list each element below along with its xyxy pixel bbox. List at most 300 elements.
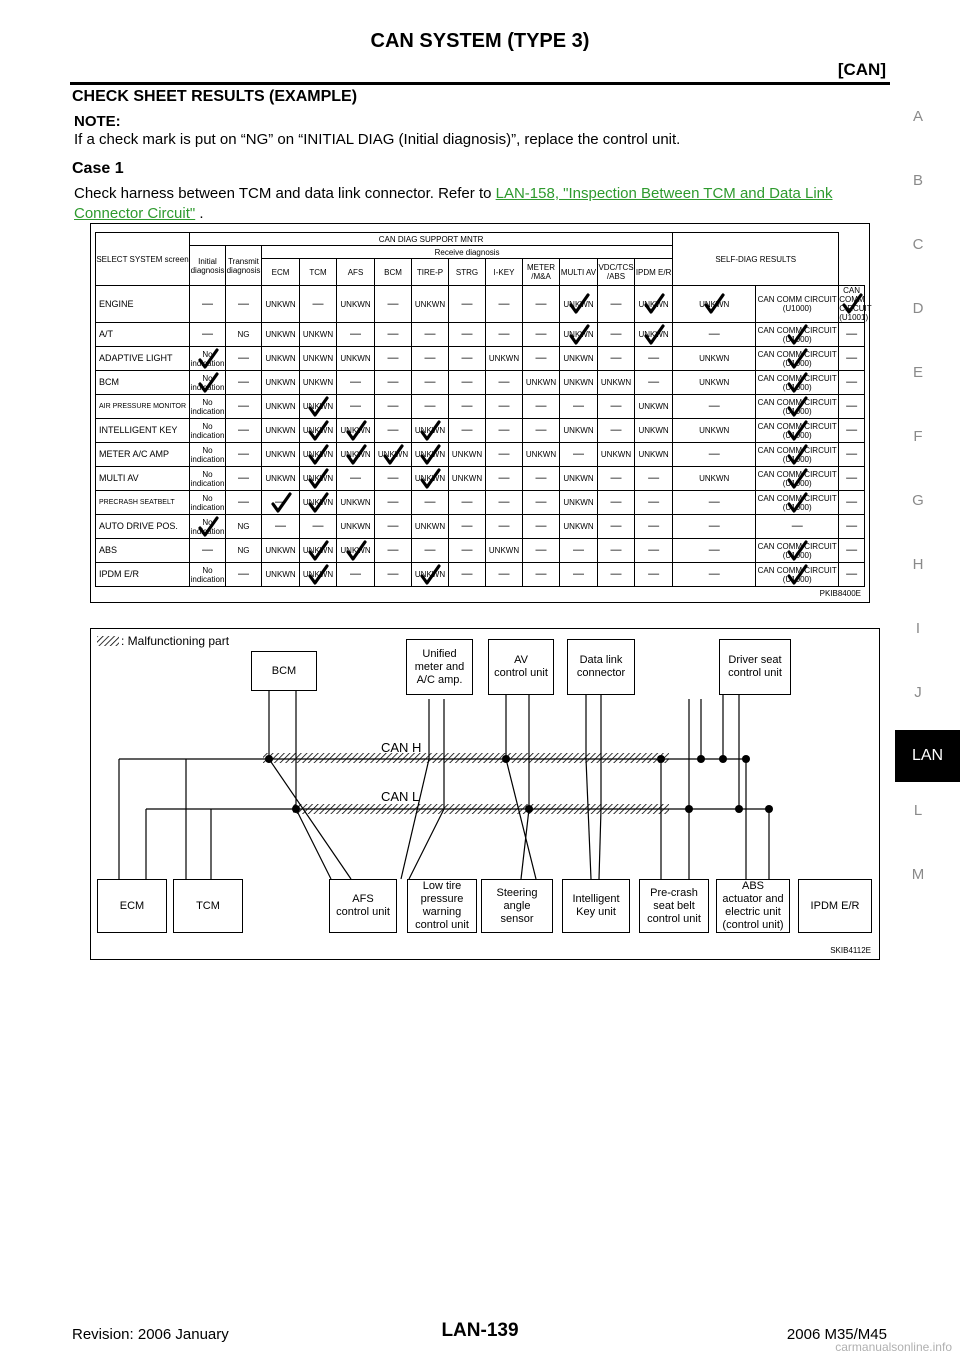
- system-name: INTELLIGENT KEY: [96, 419, 190, 443]
- check-end: .: [195, 205, 204, 222]
- table-cell: [560, 467, 598, 491]
- cell-value: UNKWN: [265, 299, 296, 309]
- system-name: A/T: [96, 323, 190, 347]
- table-cell: [839, 467, 865, 491]
- cell-value: —: [846, 400, 858, 412]
- control-unit-block: [562, 879, 630, 933]
- table-cell: [486, 539, 523, 563]
- table-cell: [756, 286, 839, 323]
- junction-dot: [742, 755, 750, 763]
- cell-value: UNKWN: [699, 299, 730, 309]
- wire: [506, 759, 536, 879]
- footer-model: 2006 M35/M45: [786, 1326, 887, 1343]
- wire: [401, 759, 429, 879]
- case-title: Case 1: [72, 160, 124, 177]
- table-cell: [486, 419, 523, 443]
- table-cell: [598, 286, 635, 323]
- diagram-figure-code: SKIB4112E: [830, 946, 871, 955]
- table-cell: [523, 286, 560, 323]
- header-rule: [70, 82, 890, 85]
- cell-value: —: [846, 568, 858, 580]
- cell-value: CAN COMM CIRCUIT (U1000): [757, 397, 837, 416]
- table-cell: [412, 491, 449, 515]
- cell-value: —: [498, 400, 510, 412]
- table-cell: [190, 323, 226, 347]
- table-cell: [560, 419, 598, 443]
- cell-value: —: [498, 520, 510, 532]
- unit-label: BCM: [271, 664, 297, 677]
- cell-value: —: [387, 352, 399, 364]
- cell-value: —: [708, 568, 720, 580]
- table-cell: [560, 443, 598, 467]
- wire: [269, 759, 351, 879]
- selfdiag-header: SELF-DIAG RESULTS: [673, 233, 839, 286]
- table-cell: [449, 323, 486, 347]
- side-tab-m[interactable]: M: [911, 866, 925, 883]
- table-cell: [560, 515, 598, 539]
- table-cell: [337, 371, 375, 395]
- check-mark-icon: [703, 293, 725, 315]
- table-cell: [375, 371, 412, 395]
- table-cell: [226, 443, 262, 467]
- cell-value: UNKWN: [302, 450, 334, 459]
- unit-label: Data link connector: [576, 654, 626, 679]
- section-heading: CHECK SHEET RESULTS (EXAMPLE): [72, 88, 358, 105]
- system-name: AUTO DRIVE POS.: [96, 515, 190, 539]
- table-cell: [449, 419, 486, 443]
- reference-link[interactable]: LAN-158, "Inspection Between TCM and Data Link Connector Circuit": [74, 185, 833, 222]
- cell-value: —: [424, 352, 436, 364]
- table-cell: [449, 443, 486, 467]
- side-tab-g[interactable]: G: [912, 492, 924, 509]
- control-unit-block: [97, 879, 167, 933]
- cell-value: —: [424, 328, 436, 340]
- table-cell: [337, 491, 375, 515]
- table-cell: [673, 371, 756, 395]
- table-cell: [190, 563, 226, 587]
- cell-value: —: [461, 568, 473, 580]
- cell-value: No indication: [190, 445, 225, 464]
- table-cell: [486, 443, 523, 467]
- cell-value: UNKWN: [265, 570, 296, 579]
- table-cell: [673, 467, 756, 491]
- cell-value: —: [387, 376, 399, 388]
- table-cell: [756, 563, 839, 587]
- table-cell: [190, 347, 226, 371]
- table-cell: [190, 395, 226, 419]
- cell-value: UNKWN: [451, 474, 483, 483]
- check-mark-icon: [345, 540, 367, 562]
- table-cell: [598, 563, 635, 587]
- table-cell: [337, 443, 375, 467]
- table-cell: [190, 419, 226, 443]
- table-cell: [337, 347, 375, 371]
- cell-value: CAN COMM CIRCUIT (U1000): [757, 421, 837, 440]
- table-cell: [598, 491, 635, 515]
- cell-value: —: [708, 400, 720, 412]
- cell-value: —: [275, 496, 286, 508]
- system-name: AIR PRESSURE MONITOR: [96, 395, 190, 419]
- cell-value: —: [424, 544, 436, 556]
- table-cell: [412, 323, 449, 347]
- transmit-diag-header: Transmit diagnosis: [226, 246, 262, 286]
- footer-revision: Revision: 2006 January: [72, 1326, 229, 1343]
- receive-col-header: ECM: [262, 259, 300, 286]
- table-cell: [635, 323, 673, 347]
- system-name: ABS: [96, 539, 190, 563]
- table-cell: [598, 419, 635, 443]
- junction-dot: [657, 755, 665, 763]
- cell-value: —: [238, 376, 249, 388]
- cell-value: UNKWN: [563, 354, 594, 363]
- cell-value: —: [424, 376, 436, 388]
- cell-value: —: [846, 496, 858, 508]
- junction-dot: [265, 755, 273, 763]
- table-cell: [635, 563, 673, 587]
- cell-value: No indication: [190, 469, 225, 488]
- cell-value: —: [708, 496, 720, 508]
- junction-dot: [502, 755, 510, 763]
- table-cell: [300, 539, 337, 563]
- cell-value: —: [708, 520, 720, 532]
- table-cell: [375, 491, 412, 515]
- check-mark-icon: [786, 372, 808, 394]
- table-cell: [635, 395, 673, 419]
- table-row: [96, 491, 865, 515]
- system-name: ADAPTIVE LIGHT: [96, 347, 190, 371]
- receive-col-header: METER /M&A: [523, 259, 560, 286]
- check-mark-icon: [307, 444, 329, 466]
- cell-value: —: [350, 472, 361, 484]
- side-tab-lan-label: LAN: [911, 747, 944, 764]
- table-cell: [839, 395, 865, 419]
- cell-value: CAN COMM CIRCUIT (U1000): [757, 493, 837, 512]
- cell-value: —: [498, 424, 510, 436]
- cell-value: —: [610, 496, 622, 508]
- cell-value: UNKWN: [302, 402, 334, 411]
- table-cell: [560, 323, 598, 347]
- table-cell: [412, 286, 449, 323]
- table-cell: [673, 419, 756, 443]
- table-cell: [635, 443, 673, 467]
- cell-value: —: [610, 544, 622, 556]
- table-cell: [300, 419, 337, 443]
- can-diagram-figure: [90, 628, 880, 960]
- table-cell: [839, 443, 865, 467]
- page-header-title: CAN SYSTEM (TYPE 3): [370, 30, 590, 52]
- cell-value: —: [573, 400, 584, 412]
- table-cell: [673, 443, 756, 467]
- cell-value: —: [708, 448, 720, 460]
- receive-col-header: AFS: [337, 259, 375, 286]
- table-cell: [560, 563, 598, 587]
- cell-value: —: [498, 376, 510, 388]
- table-cell: [756, 419, 839, 443]
- table-cell: [598, 347, 635, 371]
- cell-value: CAN COMM CIRCUIT (U1000): [757, 469, 837, 488]
- cell-value: No indication: [190, 493, 225, 512]
- cell-value: UNKWN: [414, 570, 446, 579]
- cell-value: —: [535, 568, 547, 580]
- cell-value: —: [387, 544, 399, 556]
- check-mark-icon: [568, 324, 590, 346]
- table-cell: [523, 371, 560, 395]
- cell-value: CAN COMM CIRCUIT (U1000): [757, 445, 837, 464]
- cell-value: —: [238, 352, 249, 364]
- table-cell: [262, 443, 300, 467]
- table-cell: [756, 491, 839, 515]
- cell-value: UNKWN: [699, 354, 730, 363]
- table-cell: [300, 286, 337, 323]
- check-mark-icon: [197, 372, 219, 394]
- table-row: [96, 395, 865, 419]
- cell-value: No indication: [190, 397, 225, 416]
- table-cell: [673, 539, 756, 563]
- cell-value: UNKWN: [340, 498, 371, 507]
- cell-value: UNKWN: [563, 522, 594, 531]
- table-cell: [523, 539, 560, 563]
- cell-value: —: [387, 568, 399, 580]
- check-mark-icon: [197, 348, 219, 370]
- check-mark-icon: [786, 420, 808, 442]
- cell-value: —: [535, 520, 547, 532]
- can-l-label: CAN L: [381, 789, 420, 804]
- table-cell: [486, 395, 523, 419]
- table-cell: [523, 419, 560, 443]
- table-cell: [226, 395, 262, 419]
- table-cell: [190, 371, 226, 395]
- table-cell: [523, 563, 560, 587]
- table-cell: [190, 443, 226, 467]
- system-name: ENGINE: [96, 286, 190, 323]
- table-cell: [756, 515, 839, 539]
- cell-value: —: [846, 448, 858, 460]
- check-mark-icon: [786, 324, 808, 346]
- cell-value: —: [610, 297, 622, 310]
- cell-value: UNKWN: [600, 378, 632, 387]
- cell-value: —: [535, 352, 547, 364]
- unit-label: TCM: [196, 899, 220, 912]
- control-unit-block: [481, 879, 553, 933]
- table-cell: [486, 515, 523, 539]
- cell-value: —: [238, 568, 249, 580]
- receive-col-header: VDC/TCS /ABS: [598, 259, 635, 286]
- cell-value: NG: [237, 522, 250, 531]
- cell-value: UNKWN: [340, 299, 371, 309]
- cell-value: —: [461, 400, 473, 412]
- cell-value: UNKWN: [302, 570, 334, 579]
- table-cell: [839, 286, 872, 323]
- initial-diag-header: Initial diagnosis: [190, 246, 226, 286]
- table-cell: [262, 347, 300, 371]
- table-cell: [635, 347, 673, 371]
- table-cell: [839, 419, 865, 443]
- check-mark-icon: [307, 468, 329, 490]
- junction-dot: [735, 805, 743, 813]
- cell-value: —: [791, 520, 803, 532]
- cell-value: CAN COMM CIRCUIT (U1000): [757, 541, 837, 560]
- cell-value: —: [387, 297, 399, 310]
- side-tab-lan[interactable]: [895, 730, 960, 782]
- cell-value: UNKWN: [563, 498, 594, 507]
- check-sheet-table: [95, 232, 872, 587]
- cell-value: —: [461, 297, 473, 310]
- side-tab-j[interactable]: J: [914, 684, 922, 701]
- cell-value: —: [238, 400, 249, 412]
- cell-value: —: [846, 544, 858, 556]
- table-cell: [375, 347, 412, 371]
- table-cell: [486, 371, 523, 395]
- table-cell: [839, 563, 865, 587]
- table-cell: [262, 539, 300, 563]
- select-system-header: SELECT SYSTEM screen: [96, 233, 190, 286]
- check-mark-icon: [786, 444, 808, 466]
- cell-value: —: [846, 328, 858, 340]
- cell-value: —: [461, 520, 473, 532]
- cell-value: UNKWN: [638, 402, 669, 411]
- cell-value: No indication: [190, 565, 225, 584]
- cell-value: —: [498, 328, 510, 340]
- junction-dot: [685, 805, 693, 813]
- table-cell: [523, 515, 560, 539]
- system-name: PRECRASH SEATBELT: [96, 491, 190, 515]
- table-cell: [375, 395, 412, 419]
- wire: [599, 809, 601, 879]
- cell-value: —: [648, 472, 660, 484]
- cell-value: NG: [237, 330, 250, 339]
- cell-value: CAN COMM CIRCUIT (U1001): [839, 286, 872, 322]
- side-tab-b[interactable]: B: [912, 172, 923, 189]
- cell-value: UNKWN: [563, 330, 594, 339]
- table-row: [96, 443, 865, 467]
- cell-value: UNKWN: [699, 378, 730, 387]
- table-cell: [412, 419, 449, 443]
- table-cell: [412, 563, 449, 587]
- table-cell: [262, 419, 300, 443]
- side-tab-d[interactable]: D: [912, 300, 924, 317]
- side-tab-a[interactable]: A: [912, 108, 923, 125]
- control-unit-block: [251, 651, 317, 691]
- side-tab-c[interactable]: C: [912, 236, 924, 253]
- table-row: [96, 286, 865, 323]
- cell-value: —: [708, 328, 720, 340]
- cell-value: CAN COMM CIRCUIT (U1000): [757, 325, 837, 344]
- wire: [586, 759, 591, 879]
- cell-value: —: [461, 544, 473, 556]
- watermark: carmanualsonline.info: [835, 1340, 952, 1354]
- can-h-label: CAN H: [381, 740, 422, 755]
- check-mark-icon: [345, 420, 367, 442]
- receive-col-header: TCM: [300, 259, 337, 286]
- hatch-legend-icon: [97, 636, 119, 646]
- cell-value: UNKWN: [414, 299, 446, 309]
- unit-label: Unified meter and A/C amp.: [414, 647, 465, 686]
- cell-value: UNKWN: [488, 546, 520, 555]
- table-cell: [375, 563, 412, 587]
- table-row: [96, 323, 865, 347]
- cell-value: —: [648, 568, 660, 580]
- table-cell: [449, 515, 486, 539]
- table-cell: [486, 347, 523, 371]
- side-tab-e[interactable]: E: [912, 364, 923, 381]
- cell-value: —: [461, 328, 473, 340]
- cell-value: —: [573, 544, 584, 556]
- table-cell: [190, 539, 226, 563]
- table-cell: [449, 395, 486, 419]
- table-cell: [375, 443, 412, 467]
- check-mark-icon: [419, 444, 441, 466]
- receive-col-header: BCM: [375, 259, 412, 286]
- table-cell: [598, 371, 635, 395]
- table-cell: [449, 347, 486, 371]
- cell-value: UNKWN: [265, 378, 296, 387]
- table-cell: [449, 467, 486, 491]
- check-mark-icon: [419, 420, 441, 442]
- table-cell: [226, 371, 262, 395]
- table-cell: [635, 286, 673, 323]
- table-cell: [412, 515, 449, 539]
- cell-value: UNKWN: [302, 426, 334, 435]
- cell-value: —: [202, 297, 213, 310]
- table-cell: [226, 467, 262, 491]
- cell-value: —: [387, 424, 399, 436]
- control-unit-block: [173, 879, 243, 933]
- cell-value: UNKWN: [600, 450, 632, 459]
- check-mark-icon: [419, 468, 441, 490]
- table-cell: [300, 323, 337, 347]
- table-cell: [300, 347, 337, 371]
- support-header: CAN DIAG SUPPORT MNTR: [190, 233, 673, 246]
- check-mark-icon: [307, 396, 329, 418]
- junction-dot: [719, 755, 727, 763]
- check-mark-icon: [841, 293, 863, 315]
- side-tab-l[interactable]: L: [913, 802, 923, 819]
- table-cell: [375, 419, 412, 443]
- cell-value: —: [350, 400, 361, 412]
- control-unit-block: [488, 639, 554, 695]
- table-cell: [375, 539, 412, 563]
- check-mark-icon: [307, 420, 329, 442]
- side-tab-h[interactable]: H: [912, 556, 924, 573]
- cell-value: —: [424, 496, 436, 508]
- cell-value: UNKWN: [265, 474, 296, 483]
- table-row: [96, 563, 865, 587]
- cell-value: —: [610, 424, 622, 436]
- table-cell: [300, 395, 337, 419]
- cell-value: —: [387, 496, 399, 508]
- table-cell: [262, 563, 300, 587]
- side-tab-i[interactable]: I: [915, 620, 921, 637]
- table-cell: [598, 539, 635, 563]
- receive-col-header: TIRE-P: [412, 259, 449, 286]
- cell-value: —: [498, 496, 510, 508]
- cell-value: UNKWN: [638, 450, 669, 459]
- control-unit-block: [798, 879, 872, 933]
- cell-value: —: [648, 376, 660, 388]
- check-mark-icon: [197, 516, 219, 538]
- control-unit-block: [567, 639, 635, 695]
- cell-value: —: [350, 376, 361, 388]
- side-tab-f[interactable]: F: [913, 428, 923, 445]
- table-cell: [300, 443, 337, 467]
- cell-value: UNKWN: [302, 330, 334, 339]
- cell-value: CAN COMM CIRCUIT (U1000): [757, 565, 837, 584]
- table-cell: [449, 286, 486, 323]
- cell-value: —: [498, 297, 510, 310]
- table-cell: [190, 515, 226, 539]
- cell-value: UNKWN: [451, 450, 483, 459]
- table-cell: [412, 539, 449, 563]
